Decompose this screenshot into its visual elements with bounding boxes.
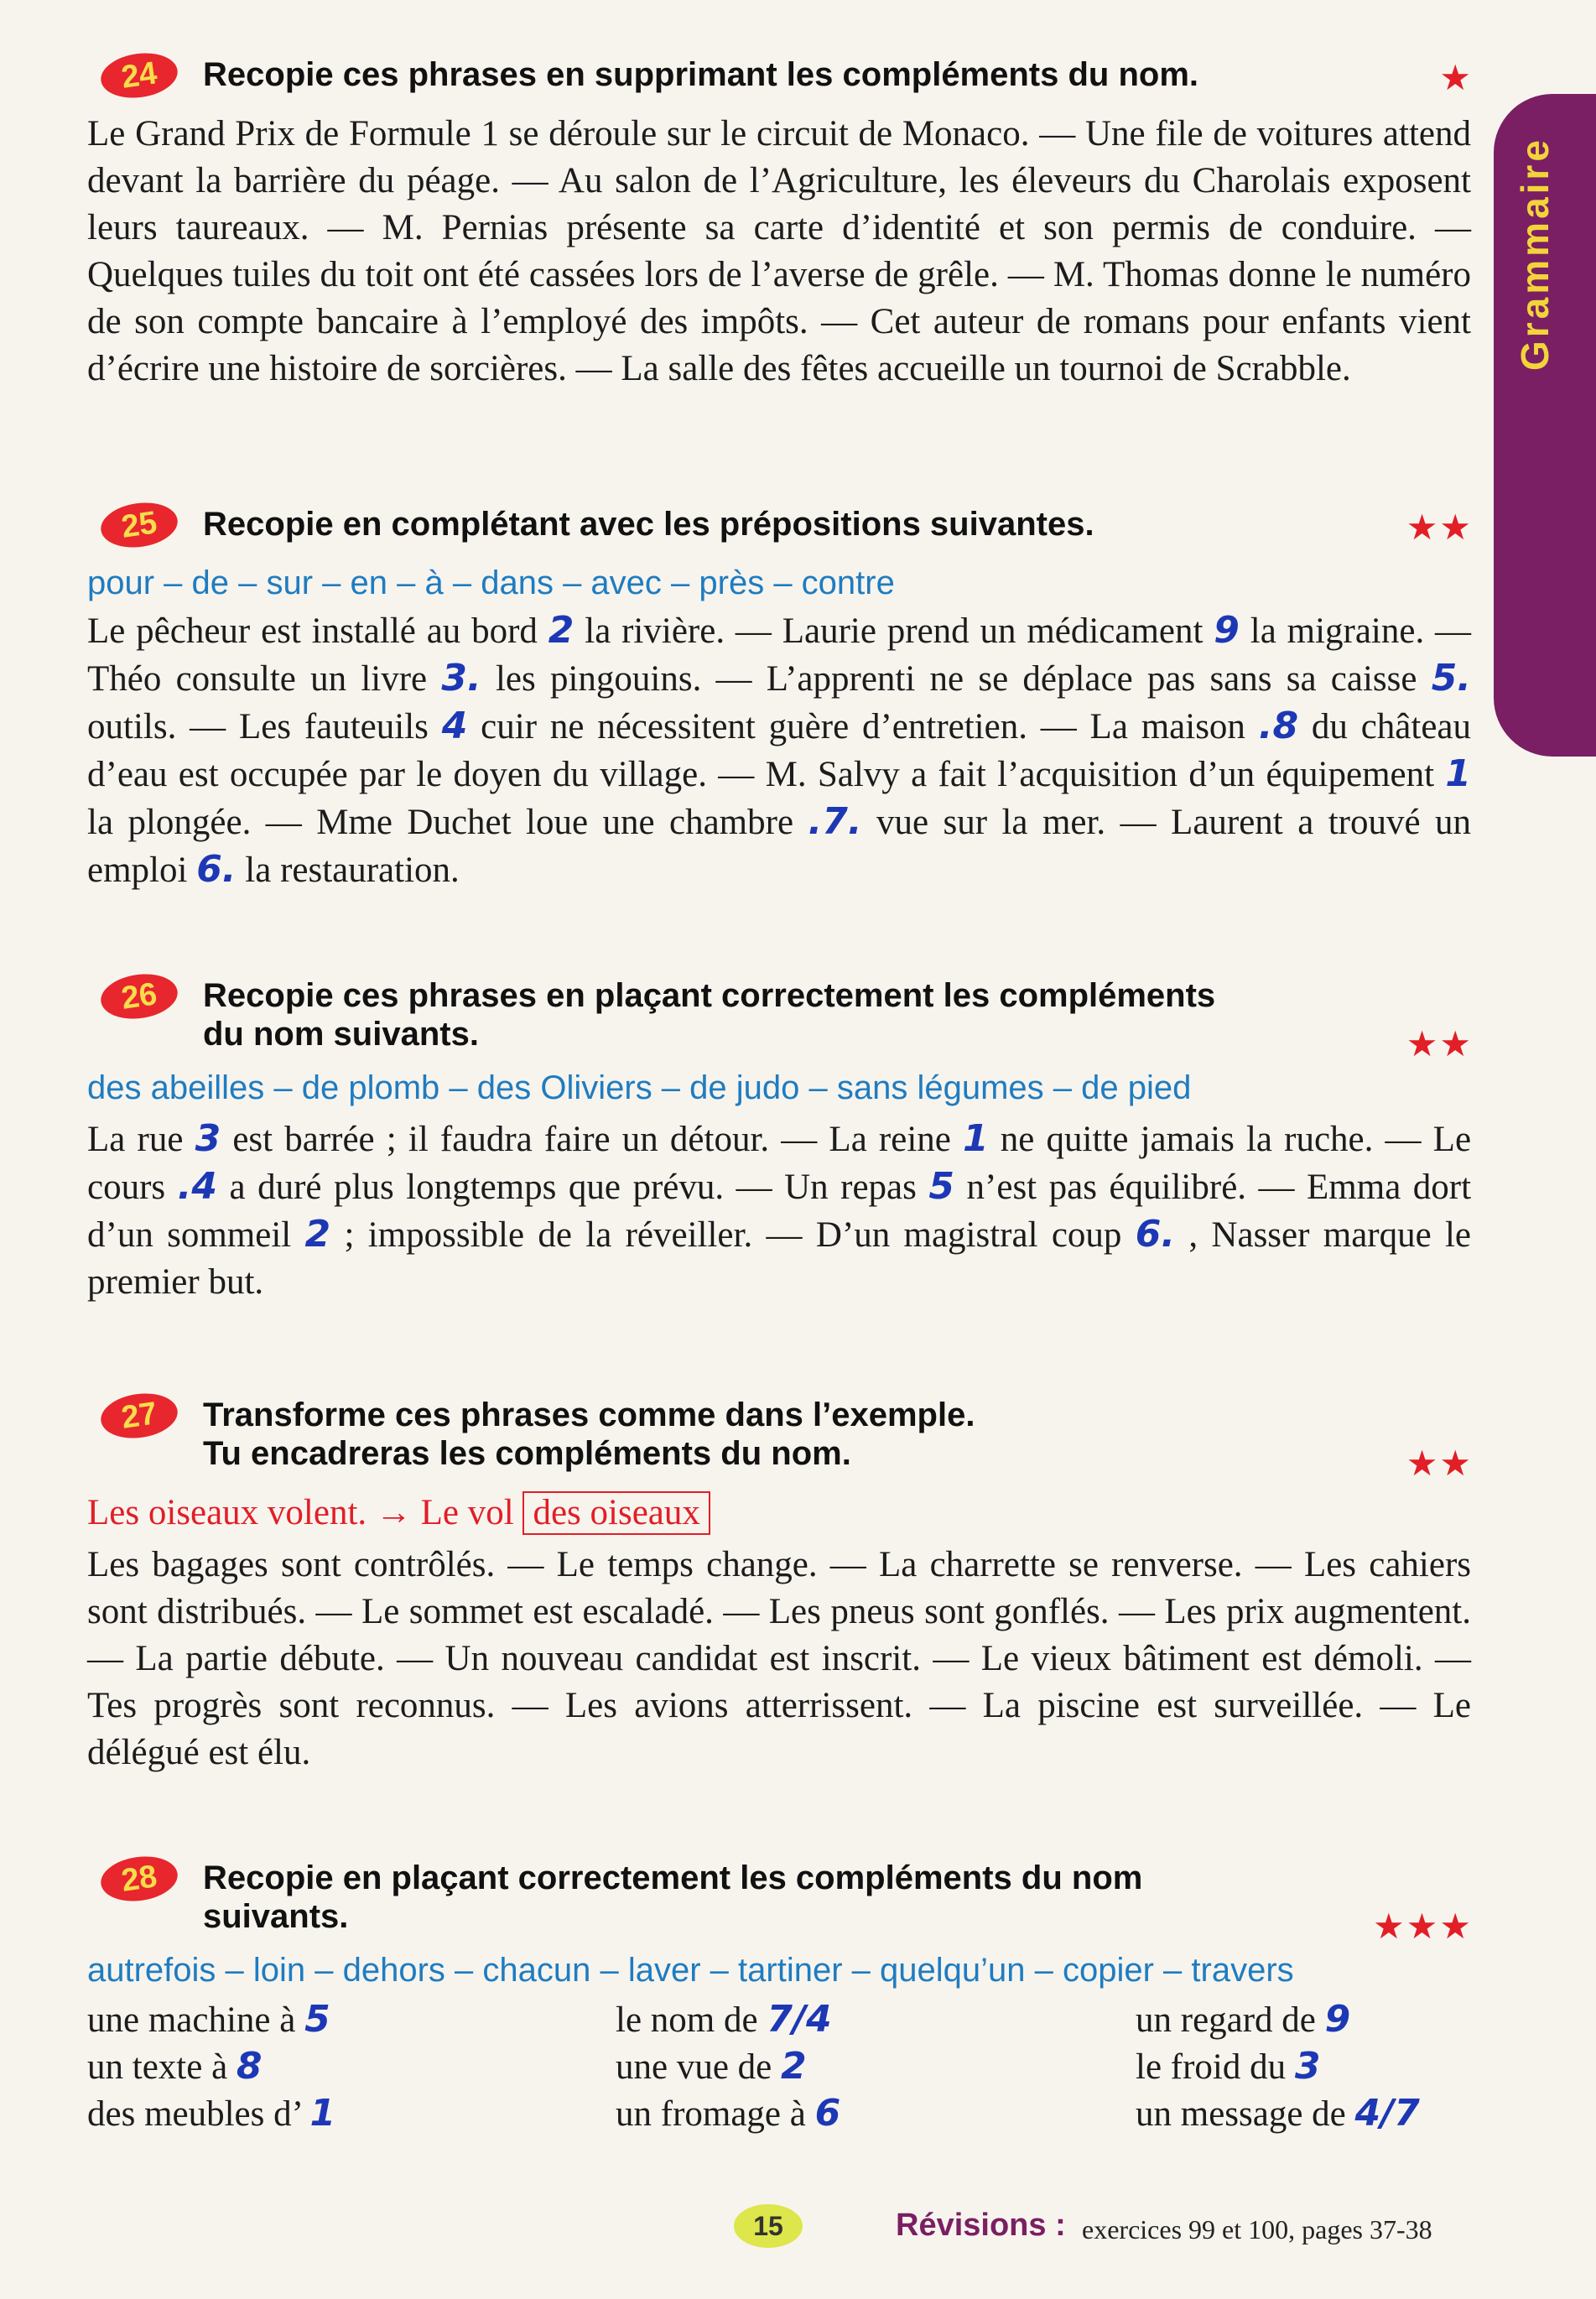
exercise-number: 28 [98,1852,180,1906]
handwritten-answer: 5 [928,1165,955,1208]
grid-item: le nom de 7/4 [616,1998,832,2041]
grid-item: le froid du 3 [1136,2045,1321,2088]
example-framed-complement: des oiseaux [522,1491,710,1535]
handwritten-answer: .4 [177,1165,217,1208]
page-number: 15 [734,2204,803,2248]
revisions-reference: exercices 99 et 100, pages 37-38 [1082,2214,1432,2244]
grid-item: une machine à 5 [87,1998,330,2041]
grid-item: des meubles d’ 1 [87,2092,336,2135]
handwritten-answer: 6. [196,848,237,891]
exercise-title: Recopie ces phrases en supprimant les compléments du nom. [203,56,1199,93]
handwritten-answer: 5. [1431,657,1472,700]
grammaire-tab-label: Grammaire [1513,137,1557,371]
word-list: pour – de – sur – en – à – dans – avec – près – contre [87,564,895,601]
exercise-title: Recopie en plaçant correctement les compléments du nom [203,1859,1143,1896]
handwritten-answer: .7. [808,800,862,843]
grid-item: une vue de 2 [616,2045,807,2088]
handwritten-answer: 6. [1135,1213,1176,1256]
handwritten-answer: 9 [1214,609,1240,652]
exercise-25 [87,502,1479,894]
difficulty-stars: ★★ [1406,1026,1473,1064]
page-footer [0,2204,1596,2255]
exercise-title-line2: Tu encadreras les compléments du nom. [203,1435,851,1472]
exercise-text: Les bagages sont contrôlés. — Le temps change. — La charrette se renverse. — Les cahiers sont distribués. — Le sommet est escaladé. — Les pneus sont gonflés. — Les prix augmentent. — La partie débute. — Un nouveau candidat est inscrit. — Le vieux bâtiment est démoli. — Tes progrès sont reconnus. — Les avions atterrissent. — La piscine est surveillée. — Le délégué est élu. [87,1545,1471,1772]
grid-item: un texte à 8 [87,2045,263,2088]
grid-item: un regard de 9 [1136,1998,1351,2041]
exercise-number: 27 [98,1389,180,1443]
grammaire-tab [1494,94,1596,757]
exercise-title-line2: suivants. [203,1898,349,1935]
handwritten-answer: 4 [441,705,468,747]
difficulty-stars: ★★ [1406,1445,1473,1484]
handwritten-answer: 2 [304,1213,331,1256]
difficulty-stars: ★ [1439,60,1473,98]
exercise-28 [87,1855,1479,2142]
exercise-title-line2: du nom suivants. [203,1016,479,1053]
exercise-text: La rue 3 est barrée ; il faudra faire un détour. — La reine 1 ne quitte jamais la ruche. — Le cours .4 a duré plus longtemps que prévu. — Un repas 5 n’est pas équilibré. — Emma dort d’un sommeil 2 ; impossible de la réveiller. — D’un magistral coup 6. , Nasser marque le premier but. [87,1117,1472,1302]
exercise-number: 24 [98,49,180,102]
handwritten-answer: 3 [195,1117,221,1160]
exercise-title: Recopie en complétant avec les prépositions suivantes. [203,506,1094,543]
word-list: autrefois – loin – dehors – chacun – laver – tartiner – quelqu’un – copier – travers [87,1952,1294,1989]
handwritten-answer: 1 [1445,752,1472,795]
handwritten-answer: 1 [963,1117,989,1160]
exercise-title: Transforme ces phrases comme dans l’exemple. [203,1397,975,1433]
exercise-24 [87,52,1479,393]
example-line: Les oiseaux volent. → Le vol des oiseaux [87,1491,1479,1535]
completion-grid [87,1991,1479,2142]
exercise-number: 26 [98,970,180,1023]
exercise-27 [87,1392,1479,1776]
exercise-26 [87,973,1479,1306]
exercise-text: Le Grand Prix de Formule 1 se déroule sur le circuit de Monaco. — Une file de voitures attend devant la barrière du péage. — Au salon de l’Agriculture, les éleveurs du Charolais exposent leurs taureaux. — M. Pernias présente sa carte d’identité et son permis de conduire. — Quelques tuiles du toit ont été cassées lors de l’averse de grêle. — M. Thomas donne le numéro de son compte bancaire à l’employé des impôts. — Cet auteur de romans pour enfants vient d’écrire une histoire de sorcières. — La salle des fêtes accueille un tournoi de Scrabble. [87,114,1471,388]
difficulty-stars: ★★ [1406,509,1473,548]
revisions-label: Révisions : [896,2208,1066,2243]
grid-item: un message de 4/7 [1136,2092,1420,2135]
grid-item: un fromage à 6 [616,2092,841,2135]
handwritten-answer: 2 [548,609,574,652]
difficulty-stars: ★★★ [1373,1908,1473,1947]
exercise-title: Recopie ces phrases en plaçant correctement les compléments [203,977,1216,1014]
handwritten-answer: 3. [441,657,481,700]
exercise-number: 25 [98,498,180,552]
handwritten-answer: .8 [1258,705,1299,747]
exercise-text: Le pêcheur est installé au bord 2 la rivière. — Laurie prend un médicament 9 la migraine. — Théo consulte un livre 3. les pingouins. — L’apprenti ne se déplace pas sans sa caisse 5. outils. — Les fauteuils 4 cuir ne nécessitent guère d’entretien. — La maison .8 du château d’eau est occupée par le doyen du village. — M. Salvy a fait l’acquisition d’un équipement 1 la plongée. — Mme Duchet loue une chambre .7. vue sur la mer. — Laurent a trouvé un emploi 6. la restauration. [87,609,1472,891]
word-list: des abeilles – de plomb – des Oliviers – de judo – sans légumes – de pied [87,1069,1192,1106]
